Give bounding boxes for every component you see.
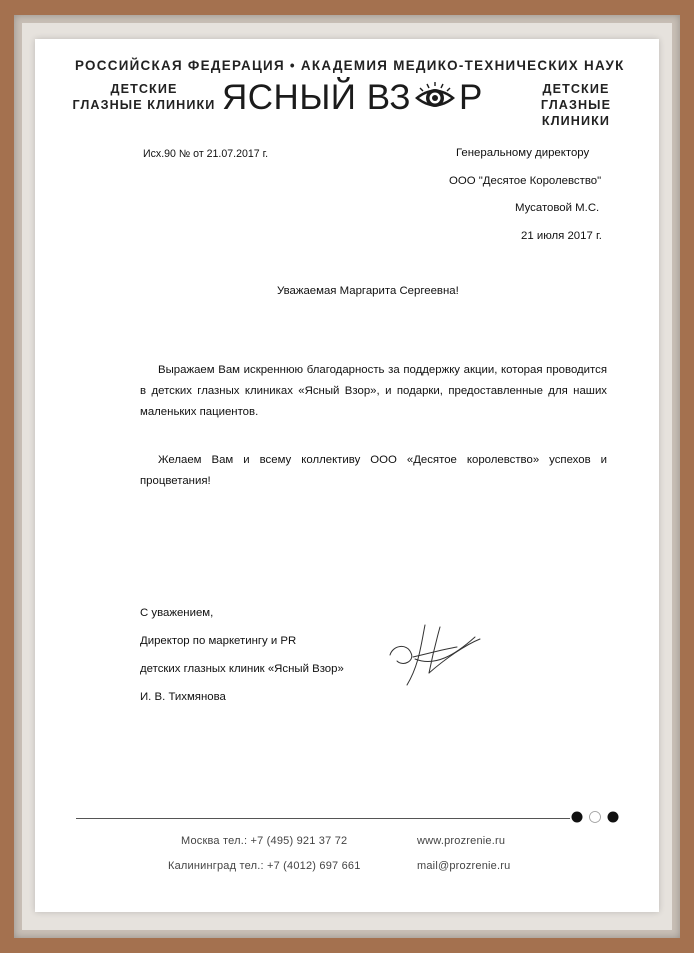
letterhead-right-line2: ГЛАЗНЫЕ КЛИНИКИ	[540, 98, 612, 128]
footer-kaliningrad-phone: Калининград тел.: +7 (4012) 697 661	[168, 860, 361, 872]
brand-logo	[222, 77, 483, 119]
footer-website: www.prozrenie.ru	[417, 835, 506, 847]
letterhead-right-caption	[505, 81, 647, 129]
signer-title-line1: Директор по маркетингу и PR	[140, 635, 297, 647]
letterhead-left-line1: ДЕТСКИЕ	[110, 82, 178, 96]
handwritten-signature	[385, 615, 485, 695]
paragraph-wishes	[140, 450, 607, 492]
footer-email: mail@prozrenie.ru	[417, 860, 511, 872]
brand-name-part1: ЯСНЫЙ ВЗ	[222, 78, 412, 117]
letterhead-left-caption	[72, 81, 216, 113]
letterhead-left-line2: ГЛАЗНЫЕ КЛИНИКИ	[72, 98, 216, 112]
salutation: Уважаемая Маргарита Сергеевна!	[277, 285, 459, 297]
recipient-line3: Мусатовой М.С.	[515, 202, 600, 214]
closing: С уважением,	[140, 607, 214, 619]
letter-date: 21 июля 2017 г.	[521, 230, 602, 242]
footer-moscow-phone: Москва тел.: +7 (495) 921 37 72	[181, 835, 348, 847]
paragraph-wishes-text: Желаем Вам и всему коллективу ООО «Десятое королевство» успехов и процветания!	[140, 454, 607, 487]
recipient-line2: ООО "Десятое Королевство"	[449, 175, 602, 187]
paragraph-gratitude	[140, 360, 607, 423]
letterhead-right-line1: ДЕТСКИЕ	[542, 82, 610, 96]
paragraph-gratitude-text: Выражаем Вам искреннюю благодарность за поддержку акции, которая проводится в детских глазных клиниках «Ясный Взор», и подарки, предоставленные для наших маленьких пациентов.	[140, 364, 607, 418]
recipient-line1: Генеральному директору	[456, 147, 590, 159]
brand-name-part2: Р	[459, 78, 483, 117]
outgoing-reference: Исх.90 № от 21.07.2017 г.	[143, 148, 269, 160]
footer-dots-icon	[570, 809, 622, 825]
eye-logo-icon	[413, 81, 457, 115]
signer-title-line2: детских глазных клиник «Ясный Взор»	[140, 663, 344, 675]
footer-divider	[76, 818, 570, 819]
signer-name: И. В. Тихмянова	[140, 691, 226, 703]
letterhead-top-line: РОССИЙСКАЯ ФЕДЕРАЦИЯ • АКАДЕМИЯ МЕДИКО-ТЕХНИЧЕСКИХ НАУК	[75, 58, 625, 73]
